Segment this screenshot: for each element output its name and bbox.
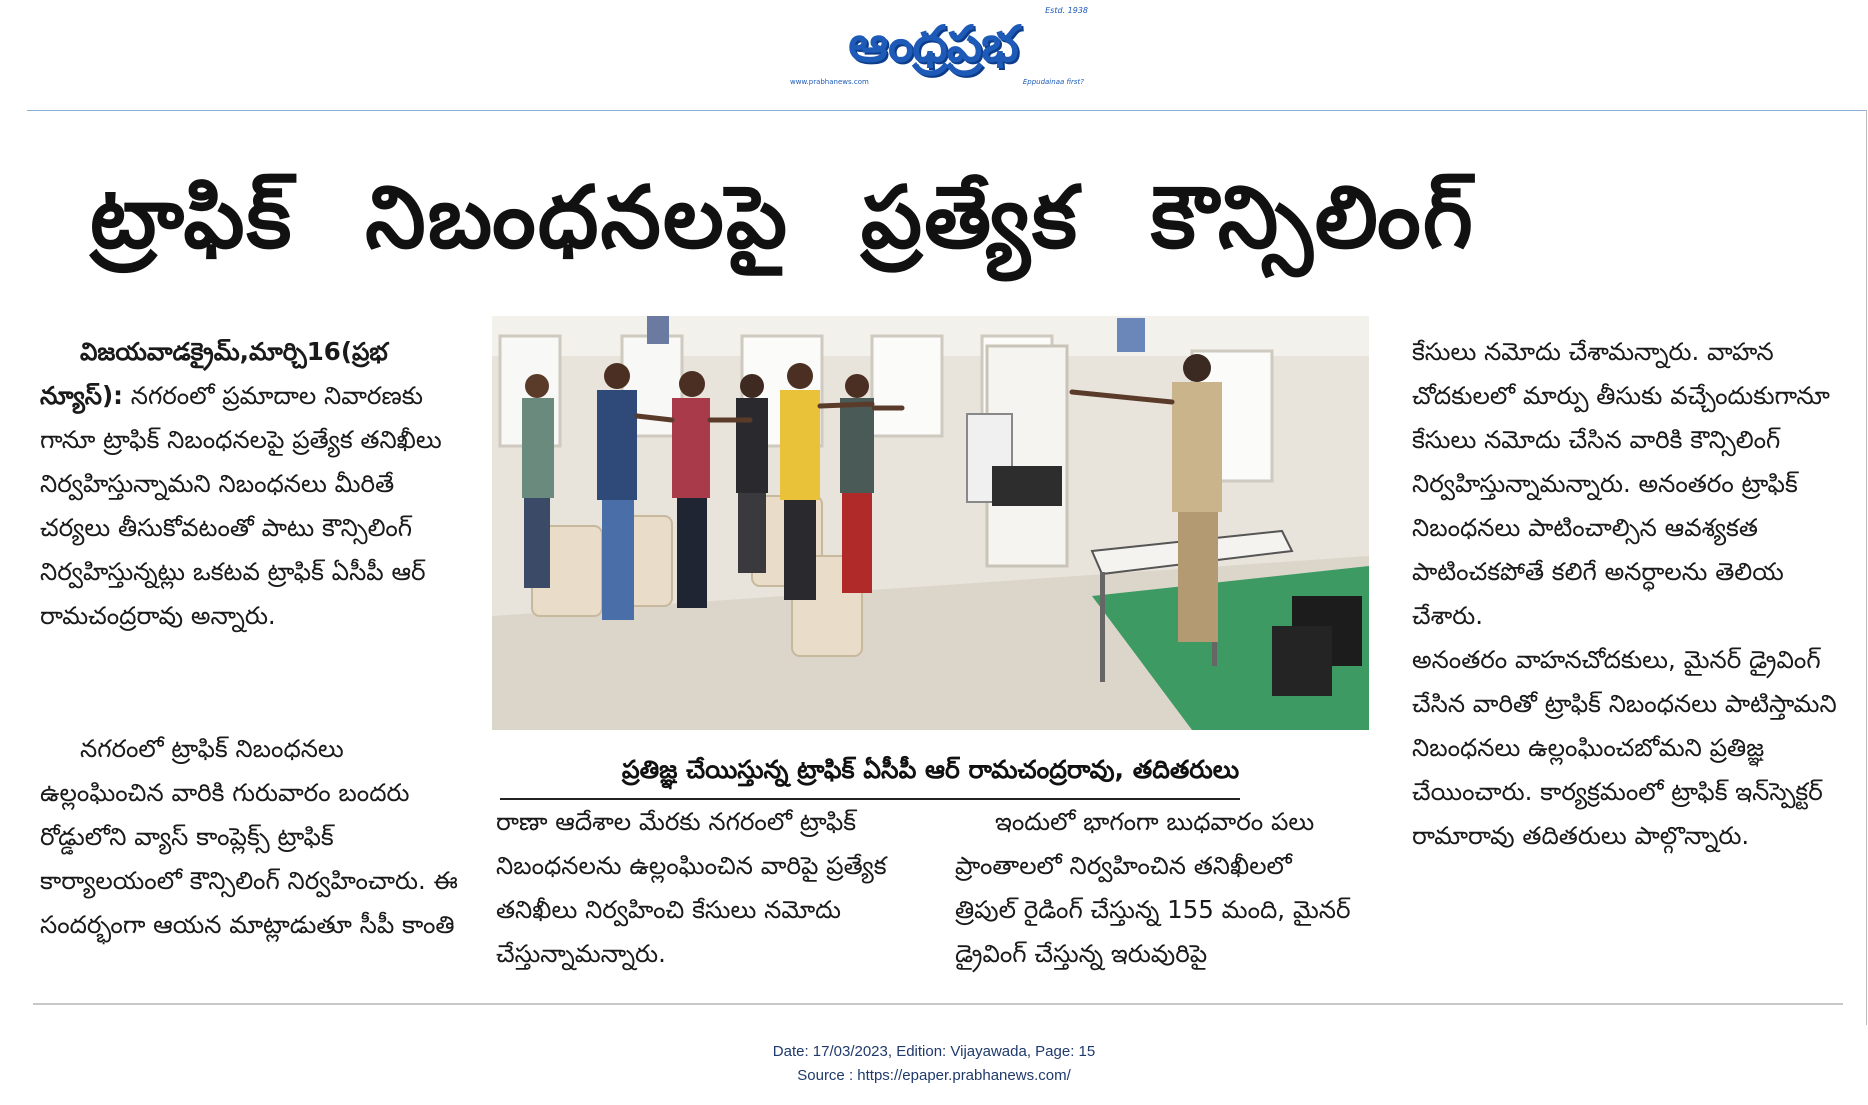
footer-date-edition: Date: 17/03/2023, Edition: Vijayawada, Page: 15 [772, 1043, 1096, 1060]
article-photo [492, 316, 1369, 730]
article-column-left [40, 330, 470, 638]
article-paragraph: రాణా ఆదేశాల మేరకు నగరంలో ట్రాఫిక్ నిబంధనలను ఉల్లంఘించిన వారిపై ప్రత్యేక తనిఖీలు నిర్వహించి కేసులు నమోదు చేస్తున్నామన్నారు. [496, 807, 887, 968]
logo-estd: Estd. 1938 [1045, 6, 1088, 15]
article-column-right [1412, 330, 1852, 858]
photo-caption: ప్రతిజ్ఞ చేయిస్తున్న ట్రాఫిక్ ఏసీపీ ఆర్ రామచంద్రరావు, తదితరులు [621, 755, 1240, 784]
logo-url: www.prabhanews.com [790, 78, 869, 86]
logo-tagline: Eppudainaa first? [1022, 78, 1084, 86]
masthead-logo [780, 6, 1090, 92]
page-edge-line [1866, 110, 1867, 1025]
footer-source: Source : https://epaper.prabhanews.com/ [797, 1067, 1071, 1084]
page-bottom-divider [33, 1003, 1843, 1005]
article-column-mid-left [496, 800, 896, 976]
article-paragraph: కేసులు నమోదు చేశామన్నారు. వాహన చోదకులలో మార్పు తీసుకు వచ్చేందుకుగానూ కేసులు నమోదు చేసిన వారికి కౌన్సిలింగ్ నిర్వహిస్తున్నామన్నారు. అనంతరం ట్రాఫిక్ నిబంధనలు పాటించాల్సిన ఆవశ్యకత పాటించకపోతే కలిగే అనర్ధాలను తెలియ చేశారు. [1412, 337, 1830, 630]
article-column-mid-right [955, 800, 1355, 976]
masthead-divider [27, 110, 1867, 111]
photo-illustration [492, 316, 1369, 730]
article-column-left-continued [40, 727, 470, 947]
article-dateline: విజయవాడక్రైమ్,మార్చి16(ప్రభ న్యూస్): [40, 337, 388, 410]
article-paragraph: నగరంలో ప్రమాదాల నివారణకు గానూ ట్రాఫిక్ నిబంధనలపై ప్రత్యేక తనిఖీలు నిర్వహిస్తున్నామని నిబంధనలు మీరితే చర్యలు తీసుకోవటంతో పాటు కౌన్సిలింగ్ నిర్వహిస్తున్నట్లు ఒకటవ ట్రాఫిక్ ఏసీపీ ఆర్ రామచంద్రరావు అన్నారు. [40, 381, 442, 630]
article-paragraph: అనంతరం వాహనచోదకులు, మైనర్ డ్రైవింగ్ చేసిన వారితో ట్రాఫిక్ నిబంధనలు పాటిస్తామని నిబంధనలు ఉల్లంఘించబోమని ప్రతిజ్ఞ చేయించారు. కార్యక్రమంలో ట్రాఫిక్ ఇన్‌స్పెక్టర్ రామారావు తదితరులు పాల్గొన్నారు. [1412, 645, 1837, 850]
page-footer [0, 1040, 1868, 1088]
article-headline: ట్రాఫిక్ నిబంధనలపై ప్రత్యేక కౌన్సిలింగ్ [90, 168, 1475, 268]
logo-wordmark: ఆంధ్రప్రభ [848, 15, 1018, 73]
article-paragraph: నగరంలో ట్రాఫిక్ నిబంధనలు ఉల్లంఘించిన వారికి గురువారం బందరు రోడ్డులోని వ్యాస్ కాంప్లెక్స్ ట్రాఫిక్ కార్యాలయంలో కౌన్సిలింగ్ నిర్వహించారు. ఈ సందర్భంగా ఆయన మాట్లాడుతూ సీపీ కాంతి [40, 734, 458, 939]
article-paragraph: ఇందులో భాగంగా బుధవారం పలు ప్రాంతాలలో నిర్వహించిన తనిఖీలలో త్రిపుల్ రైడింగ్ చేస్తున్న 155 మంది, మైనర్ డ్రైవింగ్ చేస్తున్న ఇరువురిపై [955, 807, 1351, 968]
